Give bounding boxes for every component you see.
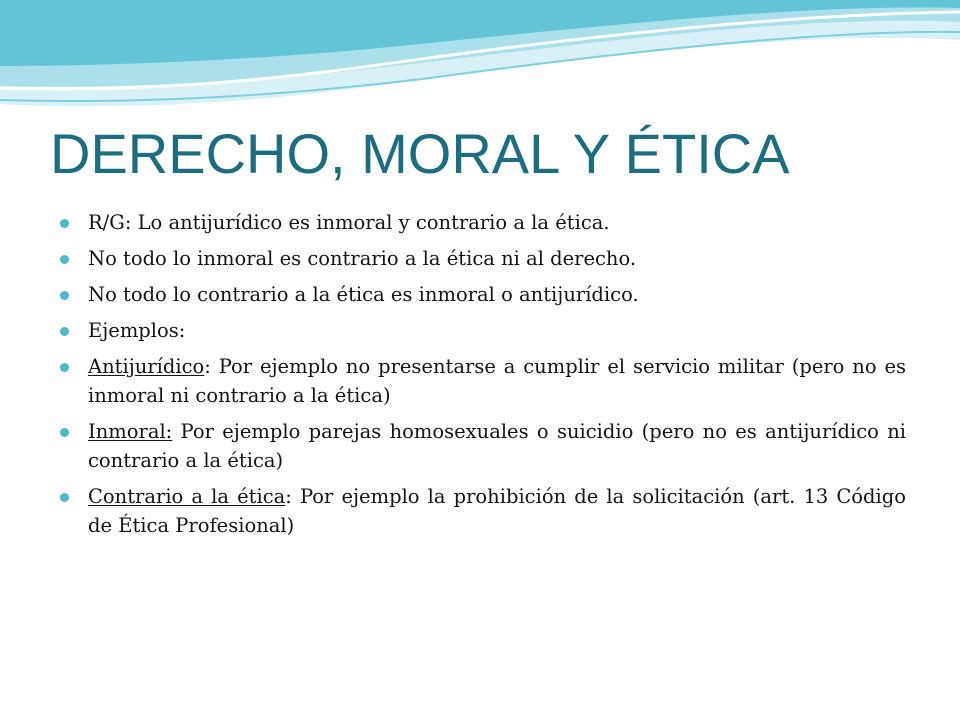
bullet-dot-icon — [60, 255, 69, 264]
bullet-item-general-rule — [60, 208, 906, 237]
bullet-text: No todo lo inmoral es contrario a la ética ni al derecho. — [88, 247, 637, 270]
bullet-text: R/G: Lo antijurídico es inmoral y contrario a la ética. — [88, 211, 610, 234]
bullet-term-separator: : — [285, 485, 292, 508]
bullet-dot-icon — [60, 291, 69, 300]
bullet-item-contrario-etica — [60, 280, 906, 309]
bullet-term-separator: : — [204, 355, 211, 378]
bullet-text: Por ejemplo la prohibición de la solicitación (art. 13 Código de Ética Profesional) — [88, 485, 906, 537]
bullet-term: Antijurídico — [88, 355, 205, 378]
bullet-dot-icon — [60, 363, 69, 372]
bullet-item-example-inmoral — [60, 417, 906, 475]
bullet-item-example-contrario-etica — [60, 482, 906, 540]
bullet-text: Ejemplos: — [88, 319, 186, 342]
bullet-item-inmoral — [60, 244, 906, 273]
bullet-dot-icon — [60, 327, 69, 336]
wave-header-decoration — [0, 0, 960, 130]
bullet-dot-icon — [60, 219, 69, 228]
bullet-list — [60, 208, 906, 547]
bullet-dot-icon — [60, 493, 69, 502]
bullet-text: No todo lo contrario a la ética es inmoral o antijurídico. — [88, 283, 639, 306]
bullet-text: Por ejemplo parejas homosexuales o suicidio (pero no es antijurídico ni contrario a la ética) — [88, 420, 906, 472]
bullet-term: Inmoral: — [88, 420, 173, 443]
bullet-item-example-antijuridico — [60, 352, 906, 410]
bullet-term: Contrario a la ética — [88, 485, 286, 508]
bullet-dot-icon — [60, 428, 69, 437]
bullet-item-ejemplos — [60, 316, 906, 345]
slide-title: DERECHO, MORAL Y ÉTICA — [50, 122, 790, 185]
bullet-text: Por ejemplo no presentarse a cumplir el servicio militar (pero no es inmoral ni contrario a la ética) — [88, 355, 906, 407]
